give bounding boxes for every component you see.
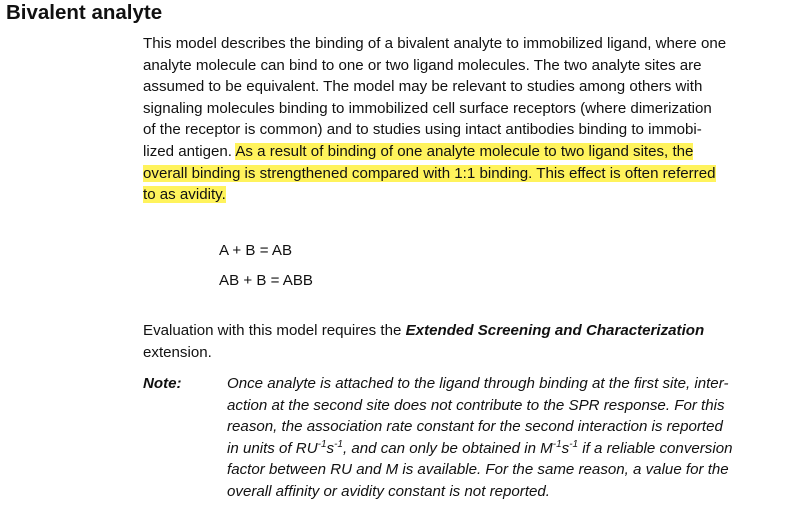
paragraph-line xyxy=(143,163,793,185)
note-text xyxy=(227,373,797,503)
note-line: overall affinity or avidity constant is not reported. xyxy=(227,482,550,500)
evaluation-prefix: Evaluation with this model requires the xyxy=(143,322,406,339)
superscript: -1 xyxy=(317,438,327,450)
paragraph-line: of the receptor is common) and to studies using intact antibodies binding to immobi- xyxy=(143,121,702,139)
note-line xyxy=(227,438,797,460)
paragraph-text: lized antigen. xyxy=(143,142,236,160)
note-line: action at the second site does not contribute to the SPR response. For this xyxy=(227,396,725,414)
evaluation-suffix: extension. xyxy=(143,343,212,361)
note-text-part: s xyxy=(561,439,570,457)
note-text-part: s xyxy=(326,439,335,457)
equation-2: AB + B = ABB xyxy=(219,272,313,289)
paragraph-line: signaling molecules binding to immobilized cell surface receptors (where dimerization xyxy=(143,99,712,117)
section-heading: Bivalent analyte xyxy=(6,1,163,24)
highlighted-text: to as avidity. xyxy=(143,186,226,204)
extension-name: Extended Screening and Characterization xyxy=(405,322,705,339)
highlighted-text: overall binding is strengthened compared with 1:1 binding. This effect is often referred xyxy=(143,164,716,182)
superscript: -1 xyxy=(569,438,579,450)
paragraph-line: This model describes the binding of a bivalent analyte to immobilized ligand, where one xyxy=(143,35,727,52)
note-text-part: in units of RU xyxy=(227,439,318,457)
highlighted-text: As a result of binding of one analyte molecule to two ligand sites, the xyxy=(235,142,694,160)
paragraph-line: analyte molecule can bind to one or two ligand molecules. The two analyte sites are xyxy=(143,56,702,74)
note-label: Note: xyxy=(143,375,182,392)
note-line: factor between RU and M is available. For the same reason, a value for the xyxy=(227,461,729,479)
note-text-part: if a reliable conversion xyxy=(578,439,733,457)
paragraph-line: assumed to be equivalent. The model may be relevant to studies among others with xyxy=(143,78,703,96)
evaluation-line xyxy=(143,320,793,342)
note-text-part: , and can only be obtained in M xyxy=(342,439,553,457)
paragraph-line xyxy=(143,184,793,206)
note-line: reason, the association rate constant for the second interaction is reported xyxy=(227,418,723,436)
description-paragraph xyxy=(143,33,793,206)
superscript: -1 xyxy=(552,438,562,450)
evaluation-paragraph xyxy=(143,320,793,363)
note-line: Once analyte is attached to the ligand through binding at the first site, inter- xyxy=(227,375,729,392)
paragraph-line xyxy=(143,141,793,163)
equation-1: A + B = AB xyxy=(219,242,293,259)
superscript: -1 xyxy=(334,438,343,450)
